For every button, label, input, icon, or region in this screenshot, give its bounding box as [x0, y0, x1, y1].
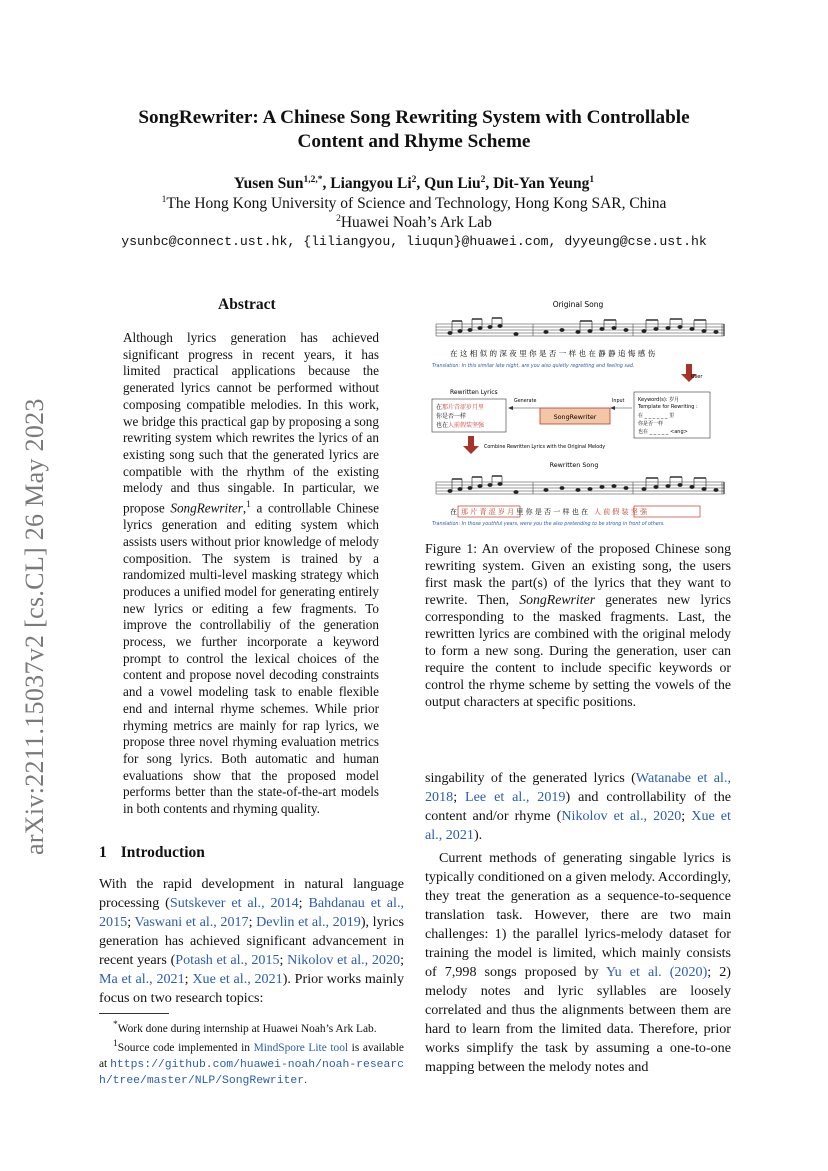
citation-link[interactable]: Xue et al., 2021: [192, 971, 283, 987]
abstract-body: Although lyrics generation has achieved significant progress in recent years, it has limited practical applications because the generated lyrics cannot be performed without composing compatible melodies. In this work, we bridge this practical gap by proposing a song rewriting system which rewrites the lyrics of an existing song such that the generated lyrics are compatible with the rhythm of the existing melody and thus singable. In particular, we propose SongRewriter,$^1$ a controllable Chinese lyrics generation and editing system which assists users without prior knowledge of melody composition. The system is trained by a randomized multi-level masking strategy which produces a unified model for generating entirely new lyrics or editing a few fragments. To improve the controllabiliy of the generation process, we further incorporate a keyword prompt to control the lexical choices of the content and propose novel decoding constraints and a vowel modeling task to enable flexible end and internal rhyme schemes. While prior rhyming metrics are mainly for rap lyrics, we propose three novel rhyming evaluation metrics for song lyrics. Both automatic and human evaluations show that the proposed model performs better than the state-of-the-art models in both contents and rhyming quality.: [123, 330, 379, 817]
affiliation-1: [60, 195, 768, 213]
combine-label: Combine Rewritten Lyrics with the Original Melody: [484, 445, 606, 450]
author-name: Yusen Sun: [233, 175, 304, 193]
body-text: Current methods of generating singable lyrics is typically conditioned on a given melody. Accordingly, they treat the generation as a sequence-to-sequence translation task. However, there are two main challenges: 1) the parallel lyrics-melody dataset for training the model is limited, which mainly consists of 7,998 songs proposed by: [425, 850, 731, 980]
input-label: Input: [612, 399, 625, 404]
rewritten-lyrics-label: Rewritten Lyrics: [450, 389, 498, 396]
footnote-text: .: [304, 1074, 307, 1087]
citation-link[interactable]: Ma et al., 2021: [99, 971, 185, 987]
translation-rewritten: Translation: In those youthful years, were you the also pretending to be strong in front of others.: [432, 522, 665, 527]
section-number: 1: [99, 844, 107, 861]
footnote-1: [99, 1037, 404, 1089]
citation-link[interactable]: Lee et al., 2019: [465, 789, 566, 805]
translation-original: Translation: In this similar late night, are you also quietly regretting and feeling sad.: [432, 364, 635, 369]
system-name: SongRewriter: [170, 500, 243, 516]
template-line-3: 也在 _ _ _ _ _ <ang>: [638, 429, 688, 435]
citation-link[interactable]: Nikolov et al., 2020: [561, 808, 682, 824]
template-line-2: 你是否一样: [638, 421, 664, 427]
caption-text: Figure 1: An overview of the proposed Chinese song rewriting system. Given an existing song, the users first mask the part(s) of the lyrics that they want to rewrite. Then,: [425, 541, 731, 607]
citation-link[interactable]: Devlin et al., 2019: [256, 914, 361, 930]
songrewriter-label: SongRewriter: [553, 413, 597, 421]
abstract-heading: Abstract: [218, 296, 276, 313]
affiliation-text: The Hong Kong University of Science and Technology, Hong Kong SAR, China: [166, 195, 667, 213]
rewritten-song-label: Rewritten Song: [549, 461, 599, 469]
combine-arrow: [463, 436, 479, 454]
author-name: Dit-Yan Yeung: [493, 175, 590, 193]
body-text: With the rapid development in natural language processing (: [99, 876, 404, 911]
citation-link[interactable]: Bahdanau et al., 2015: [99, 895, 404, 930]
body-text: singability of the generated lyrics (: [425, 770, 636, 786]
keyword-label: Keyword(s): 岁月: [638, 397, 680, 403]
affiliation-2: [60, 214, 768, 232]
github-url-link[interactable]: https://github.com/huawei-noah/noah-research/tree/master/NLP/SongRewriter: [99, 1058, 405, 1088]
title-line-2: Content and Rhyme Scheme: [297, 131, 531, 152]
citation-link[interactable]: Yu et al. (2020): [606, 964, 708, 980]
arxiv-sidebar: [20, 398, 50, 855]
citation-link[interactable]: Potash et al., 2015: [175, 952, 280, 968]
input-arrowhead: [610, 406, 615, 410]
author-emails: ysunbc@connect.ust.hk, {liliangyou, liuqun}@huawei.com, dyyeung@cse.ust.hk: [121, 234, 707, 249]
abstract-text: a controllable Chinese lyrics generation and editing system which assists users without prior knowledge of melody composition. The system is trained by a randomized multi-level masking strategy which produces a unified model for generating entirely new lyrics or editing a few fragments. To improve the controllabiliy of the generation process, we further incorporate a keyword prompt to control the lexical choices of the content and propose novel decoding constraints and a vowel modeling task to enable flexible end and internal rhyme schemes. While prior rhyming metrics are mainly for rap lyrics, we propose three novel rhyming evaluation metrics for song lyrics. Both automatic and human evaluations show that the proposed model performs better than the state-of-the-art models in both contents and rhyming quality.: [123, 500, 379, 817]
section-title: Introduction: [120, 844, 205, 861]
affiliation-sup: 2: [336, 214, 341, 224]
author-list: Yusen Sun$^{1,2,*}$, Liangyou Li$^2$, Qun Liu$^2$, Dit-Yan Yeung$^1$: [233, 175, 595, 193]
footnote-mark: 1: [113, 1039, 118, 1050]
abstract-text: Although lyrics generation has achieved significant progress in recent years, it has limited practical applications because the generated lyrics cannot be performed without composing compatible melodies. In this work, we bridge this practical gap by proposing a song rewriting system which rewrites the lyrics of an existing song such that the generated lyrics are compatible with the rhythm of the existing melody and thus singable. In particular, we propose: [123, 330, 379, 516]
introduction-paragraph: With the rapid development in natural language processing (Sutskever et al., 2014; Bahdanau et al., 2015; Vaswani et al., 2017; Devlin et al., 2019), lyrics generation has achieved significant advancement in recent years (Potash et al., 2015; Nikolov et al., 2020; Ma et al., 2021; Xue et al., 2021). Prior works mainly focus on two research topics:: [99, 876, 404, 1006]
citation-link[interactable]: Sutskever et al., 2014: [169, 895, 299, 911]
author-name: Qun Liu: [424, 175, 481, 193]
footnotes: [99, 1018, 404, 1090]
rewritten-line-1: 在那片青涩岁月里: [436, 404, 485, 411]
author-name: Liangyou Li: [330, 175, 412, 193]
body-paragraph: [425, 849, 731, 1077]
figure-1-caption: [425, 540, 731, 710]
right-column-body: [425, 769, 731, 1077]
footnote-text: Source code implemented in: [117, 1042, 254, 1055]
system-name: SongRewriter: [519, 592, 596, 607]
original-song-label: Original Song: [552, 300, 604, 309]
rewritten-line-3: 也在人前假装坚强: [436, 422, 485, 429]
template-label: Template for Rewriting :: [638, 404, 698, 410]
body-text: ).: [473, 827, 483, 843]
citation-link[interactable]: Vaswani et al., 2017: [134, 914, 249, 930]
footnote-star: [99, 1018, 404, 1037]
body-text: ; 2) melody notes and lyric syllables are loosely correlated and thus the alignments between them are hard to learn from the limited data. Therefore, prior works simplify the task by assuming a one-to-one mapping between the melody notes and: [425, 964, 731, 1075]
generate-label: Generate: [514, 399, 537, 404]
figure-1-diagram: [428, 296, 734, 528]
body-text: ) and controllability of the content and/or rhyme (: [425, 789, 731, 824]
caption-text: generates new lyrics corresponding to the masked fragments. Last, the rewritten lyrics are combined with the original melody to form a new song. During the generation, user can require the content to include specific keywords or control the rhyme scheme by setting the vowels of the output characters at specific positions.: [425, 592, 731, 709]
affiliation-text: Huawei Noah’s Ark Lab: [340, 214, 492, 232]
title-line-1: SongRewriter: A Chinese Song Rewriting System with Controllable: [138, 107, 690, 128]
footnote-text: Work done during internship at Huawei Noah’s Ark Lab.: [117, 1022, 377, 1035]
author-sup: 2: [480, 175, 486, 185]
template-line-1: 在 _ _ _ _ _ _ 里: [638, 413, 675, 419]
paper-title: [90, 106, 738, 154]
rewritten-song-lyrics: 在 那 片 青 涩 岁 月 里 你 是 否 一 样 也 在 人 前 假 装 坚 强: [450, 508, 648, 516]
author-sup: 2: [411, 175, 417, 185]
user-label: User: [691, 374, 703, 380]
citation-link[interactable]: Watanabe et al., 2018: [425, 770, 731, 805]
section-heading-introduction: [99, 844, 205, 862]
mindspore-link[interactable]: MindSpore Lite tool: [253, 1042, 349, 1055]
author-sup: 1: [589, 175, 595, 185]
footnote-text: is available at: [99, 1042, 404, 1070]
footnote-mark: 1: [246, 500, 251, 511]
body-text: ). Prior works mainly focus on two research topics:: [99, 971, 404, 1006]
generate-arrowhead: [508, 406, 513, 410]
body-paragraph: singability of the generated lyrics (Watanabe et al., 2018; Lee et al., 2019) and controllability of the content and/or rhyme (Nikolov et al., 2020; Xue et al., 2021).: [425, 770, 731, 843]
footnote-mark: *: [113, 1020, 118, 1030]
arxiv-id: arXiv:2211.15037v2 [cs.CL] 26 May 2023: [20, 398, 49, 855]
author-sup: 1,2,*: [303, 175, 323, 185]
body-text: ), lyrics generation has achieved significant advancement in recent years (: [99, 914, 404, 968]
rewritten-line-2: 你是否一样: [436, 413, 467, 420]
original-lyrics: 在 这 相 似 的 深 夜 里 你 是 否 一 样 也 在 静 静 追 悔 感 伤: [450, 349, 656, 358]
citation-link[interactable]: Xue et al., 2021: [425, 808, 731, 843]
citation-link[interactable]: Nikolov et al., 2020: [287, 952, 401, 968]
footnote-rule: [99, 1013, 169, 1014]
affiliation-sup: 1: [161, 195, 167, 205]
figure-1: [428, 296, 734, 528]
